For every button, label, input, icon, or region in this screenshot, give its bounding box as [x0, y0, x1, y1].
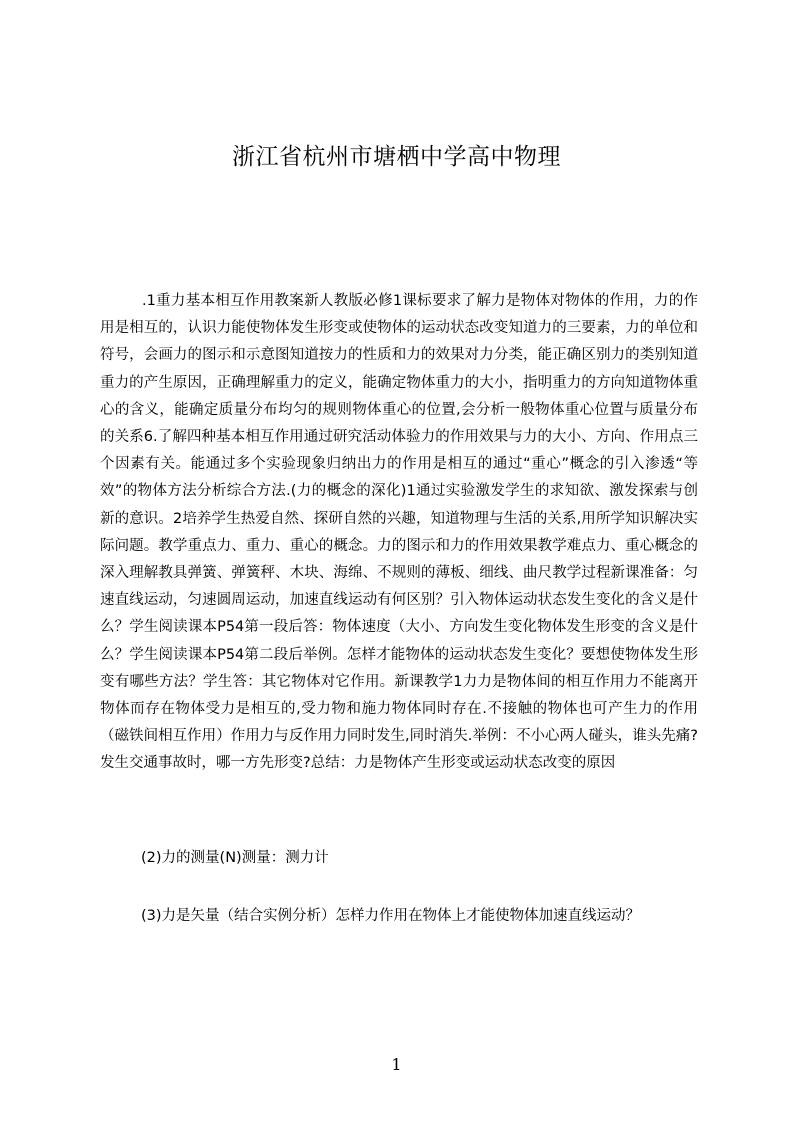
- paragraph-force-measurement: (2)力的测量(N)测量：测力计: [141, 850, 329, 866]
- paragraph-force-vector: (3)力是矢量（结合实例分析）怎样力作用在物体上才能使物体加速直线运动？: [141, 908, 641, 924]
- document-title: 浙江省杭州市塘栖中学高中物理: [232, 144, 561, 170]
- page-number: 1: [391, 1055, 402, 1074]
- body-paragraph: .1重力基本相互作用教案新人教版必修1课标要求了解力是物体对物体的作用，力的作用是相互的，认识力能使物体发生形变或使物体的运动状态改变知道力的三要素，力的单位和符号，会画力的图示和示意图知道按力的性质和力的效果对力分类，能正确区别力的类别知道重力的产生原因，正确理解重力的定义，能确定物体重力的大小，指明重力的方向知道物体重心的含义，能确定质量分布均匀的规则物体重心的位置,会分析一般物体重心位置与质量分布的关系6.了解四种基本相互作用通过研究活动体验力的作用效果与力的大小、方向、作用点三个因素有关。能通过多个实验现象归纳出力的作用是相互的通过“重心”概念的引入渗透“等效”的物体方法分析综合方法.(力的概念的深化)1通过实验激发学生的求知欲、激发探索与创新的意识。2培养学生热爱自然、探研自然的兴趣，知道物理与生活的关系,用所学知识解决实际问题。教学重点力、重力、重心的概念。力的图示和力的作用效果教学难点力、重心概念的深入理解教具弹簧、弹簧秤、木块、海绵、不规则的薄板、细线、曲尺教学过程新课准备：匀速直线运动，匀速圆周运动，加速直线运动有何区别？引入物体运动状态发生变化的含义是什么？学生阅读课本P54第一段后答：物体速度（大小、方向发生变化物体发生形变的含义是什么？学生阅读课本P54第二段后举例。怎样才能物体的运动状态发生变化？要想使物体发生形变有哪些方法？学生答：其它物体对它作用。新课教学1力力是物体间的相互作用力不能离开物体而存在物体受力是相互的,受力物和施力物体同时存在.不接触的物体也可产生力的作用（磁铁间相互作用）作用力与反作用力同时发生,同时消失.举例：不小心两人碰头，谁头先痛?发生交通事故时，哪一方先形变?总结：力是物体产生形变或运动状态改变的原因: [100, 293, 698, 772]
